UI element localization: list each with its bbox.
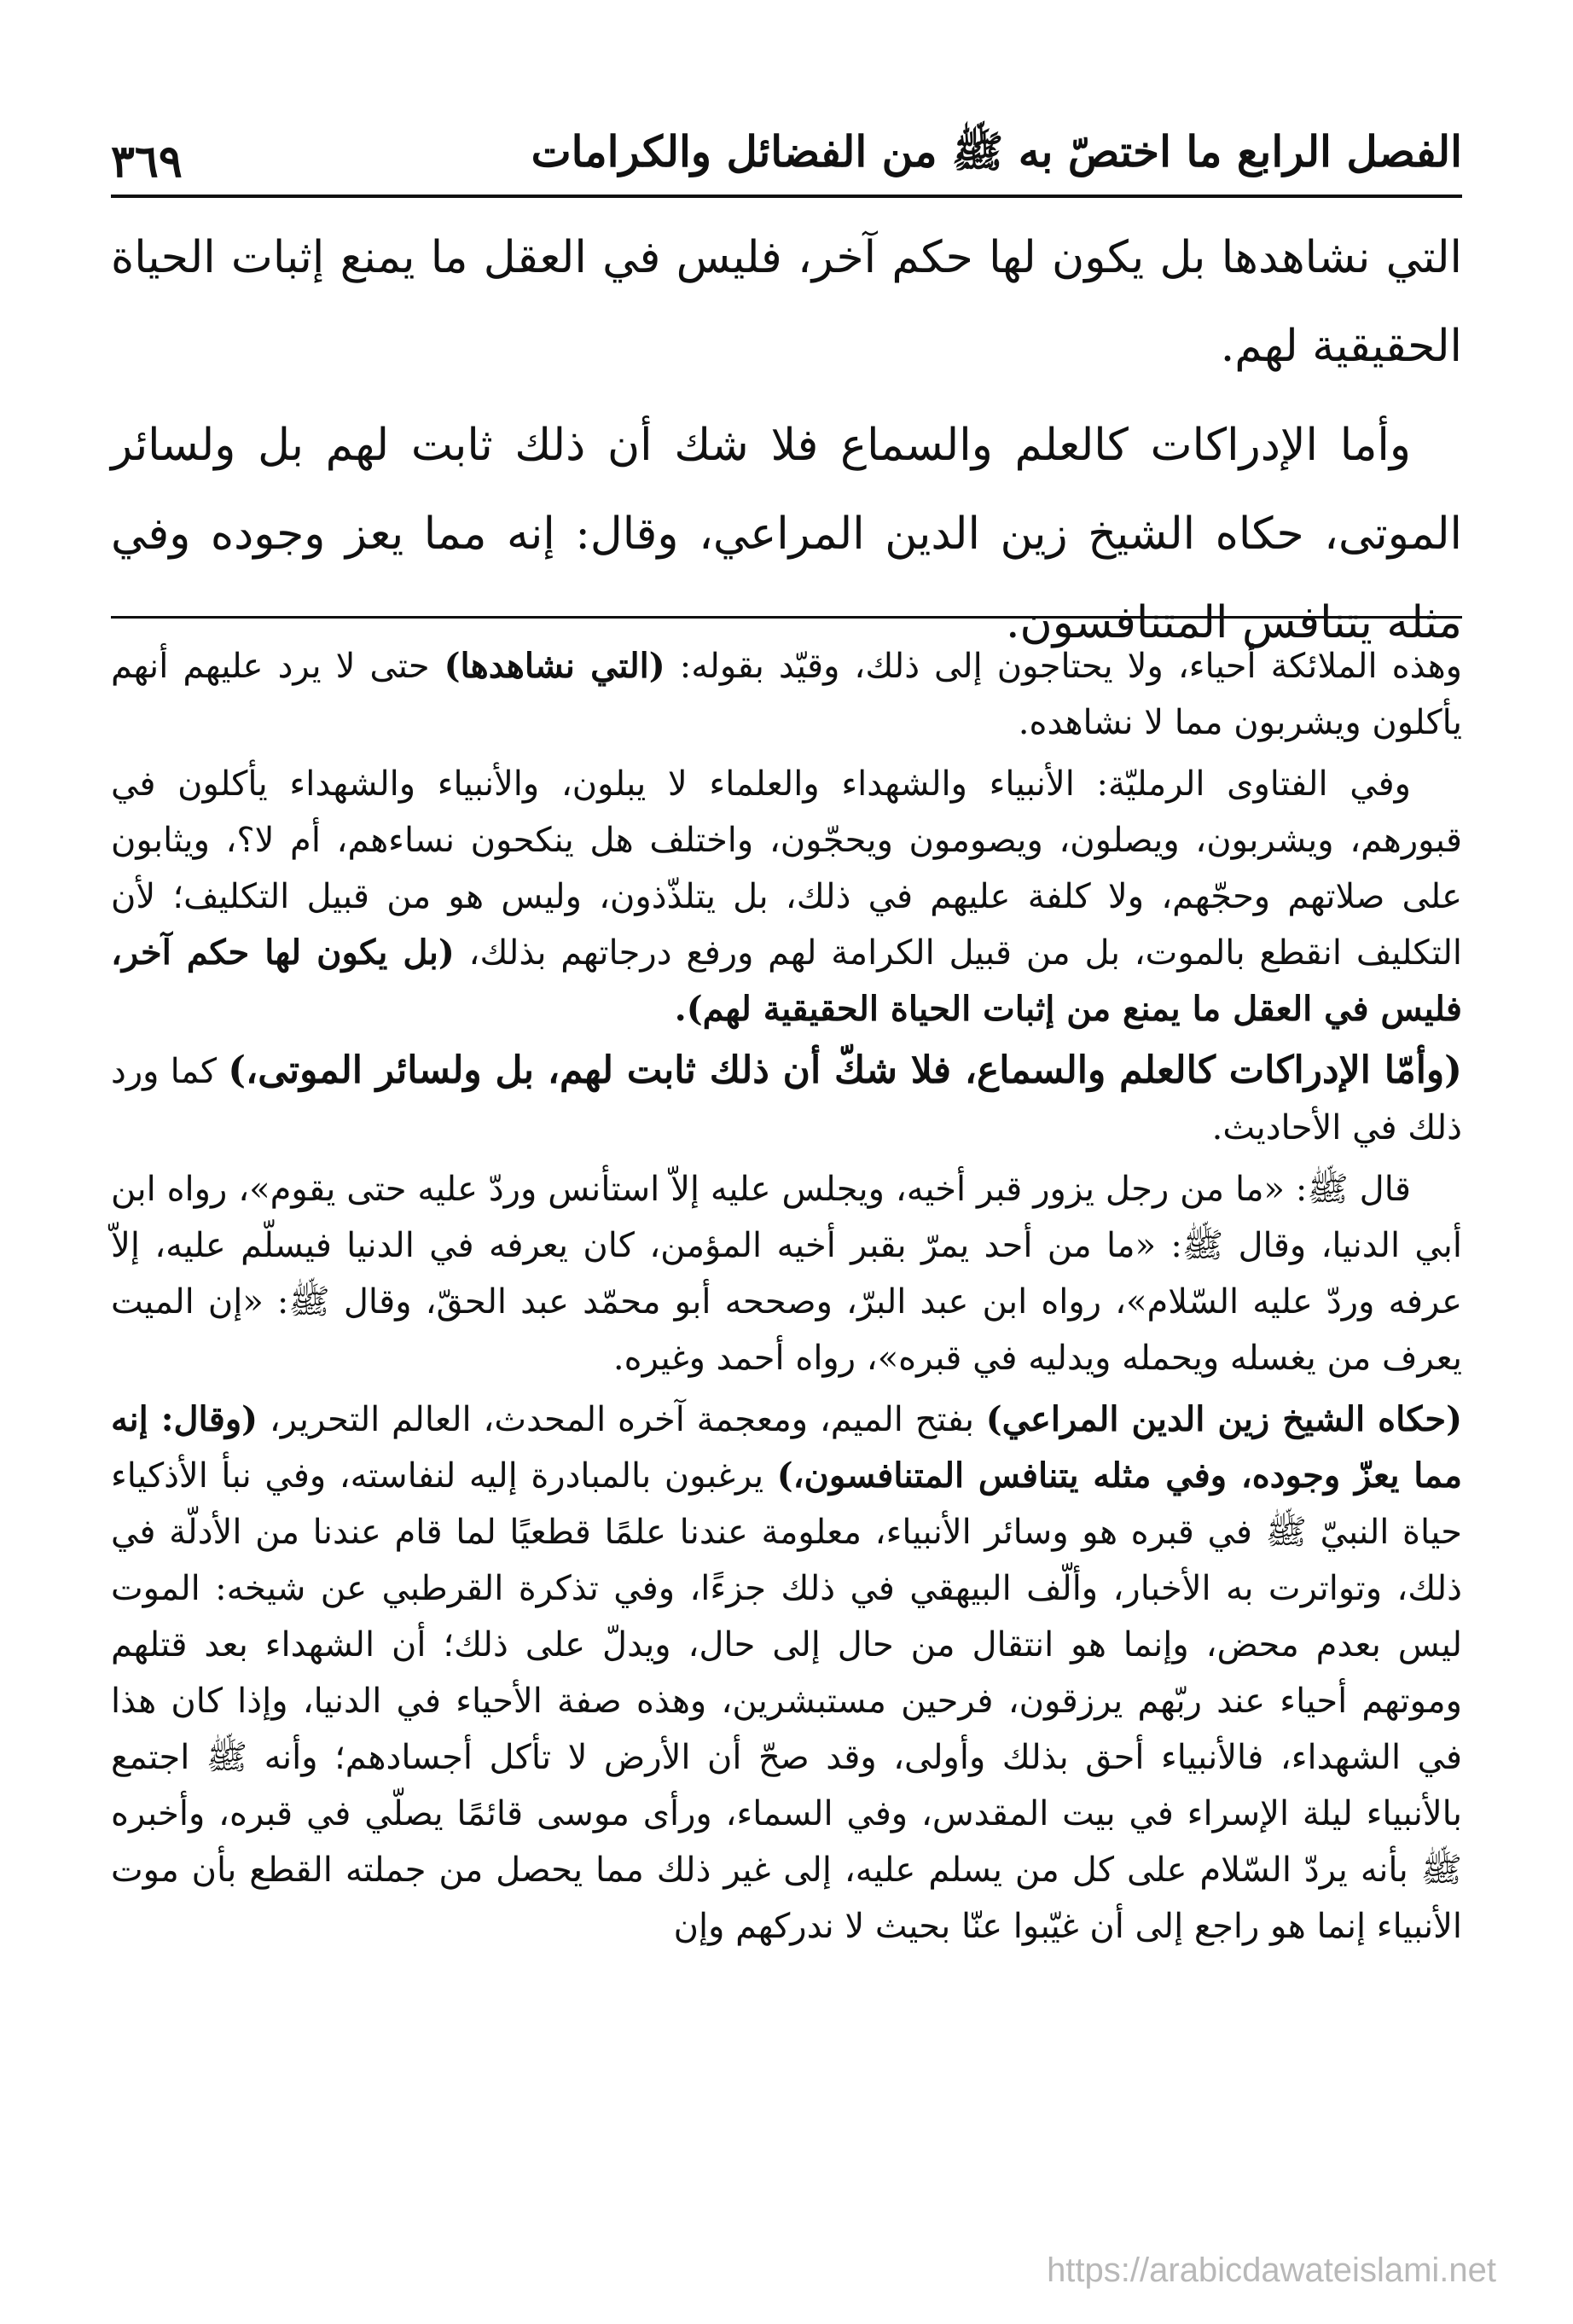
- page-number: ٣٦٩: [111, 136, 183, 188]
- text-divider: [111, 616, 1462, 619]
- main-text: [111, 213, 1462, 677]
- commentary-1-text-a: وهذه الملائكة أحياء، ولا يحتاجون إلى ذلك، وقيّد بقوله:: [665, 647, 1462, 686]
- commentary-5-quote-1: (حكاه الشيخ زين الدين المراعي): [985, 1399, 1463, 1439]
- commentary-3-text-b: كما ورد ذلك في الأحاديث.: [111, 1052, 1462, 1147]
- chapter-title: الفصل الرابع ما اختصّ به ﷺ من الفضائل والكرامات: [531, 126, 1462, 177]
- commentary-5-text-b: بفتح الميم، ومعجمة آخره المحدث، العالم التحرير،: [258, 1400, 986, 1439]
- commentary-paragraph-1: [111, 638, 1462, 751]
- watermark-url: https://arabicdawateislami.net: [1047, 2251, 1496, 2289]
- commentary-text: [111, 638, 1462, 1960]
- commentary-5-text-d: يرغبون بالمبادرة إليه لنفاسته، وفي نبأ الأذكياء حياة النبيّ ﷺ في قبره هو وسائر الأنبياء، معلومة عندنا علمًا قطعيًا لما قام عندنا من الأدلّة في ذلك، وتواترت به الأخبار، وألّف البيهقي في ذلك جزءًا، وفي تذكرة القرطبي عن شيخه: الموت ليس بعدم محض، وإنما هو انتقال من حال إلى حال، ويدلّ على ذلك؛ أن الشهداء بعد قتلهم وموتهم أحياء عند ربّهم يرزقون، فرحين مستبشرين، وهذه صفة الأحياء في الدنيا، وإذا كان هذا في الشهداء، فالأنبياء أحق بذلك وأولى، وقد صحّ أن الأرض لا تأكل أجسادهم؛ وأنه ﷺ اجتمع بالأنبياء ليلة الإسراء في بيت المقدس، وفي السماء، ورأى موسى قائمًا يصلّي في قبره، وأخبره ﷺ بأنه يردّ السّلام على كل من يسلم عليه، إلى غير ذلك مما يحصل من جملته القطع بأن موت الأنبياء إنما هو راجع إلى أن غيّبوا عنّا بحيث لا ندركهم وإن: [111, 1456, 1462, 1946]
- main-text-paragraph-1: التي نشاهدها بل يكون لها حكم آخر، فليس في العقل ما يمنع إثبات الحياة الحقيقية لهم.: [111, 232, 1462, 372]
- commentary-paragraph-4: قال ﷺ: «ما من رجل يزور قبر أخيه، ويجلس عليه إلاّ استأنس وردّ عليه حتى يقوم»، رواه ابن أبي الدنيا، وقال ﷺ: «ما من أحد يمرّ بقبر أخيه المؤمن، كان يعرفه في الدنيا فيسلّم عليه، إلاّ عرفه وردّ عليه السّلام»، رواه ابن عبد البرّ، وصححه أبو محمّد عبد الحقّ، وقال ﷺ: «إن الميت يعرف من يغسله ويحمله ويدليه في قبره»، رواه أحمد وغيره.: [111, 1170, 1463, 1378]
- commentary-3-quote: (وأمّا الإدراكات كالعلم والسماع، فلا شكّ أن ذلك ثابت لهم، بل ولسائر الموتى،): [228, 1049, 1462, 1092]
- commentary-2-text-a: وفي الفتاوى الرمليّة: الأنبياء والشهداء والعلماء لا يبلون، والأنبياء والشهداء يأكلون في قبورهم، ويشربون، ويصلون، ويصومون ويحجّون، واختلف هل ينكحون نساءهم، أم لا؟، ويثابون على صلاتهم وحجّهم، ولا كلفة عليهم في ذلك، بل يتلذّذون، وليس هو من قبيل التكليف؛ لأن التكليف انقطع بالموت، بل من قبيل الكرامة لهم ورفع درجاتهم بذلك،: [111, 764, 1463, 973]
- main-text-paragraph-2: وأما الإدراكات كالعلم والسماع فلا شك أن ذلك ثابت لهم بل ولسائر الموتى، حكاه الشيخ زين الدين المراعي، وقال: إنه مما يعز وجوده وفي مثله يتنافس المتنافسون.: [111, 420, 1462, 648]
- commentary-1-quote: (التي نشاهدها): [444, 646, 665, 686]
- commentary-paragraph-3: [111, 1043, 1462, 1156]
- commentary-2-quote: (بل يكون لها حكم آخر، فليس في العقل ما يمنع من إثبات الحياة الحقيقية لهم).: [111, 933, 1462, 1029]
- commentary-1-text-c: حتى لا يرد عليهم أنهم يأكلون ويشربون مما لا نشاهده.: [111, 647, 1462, 742]
- commentary-paragraph-2: [111, 756, 1462, 1037]
- commentary-paragraph-5: [111, 1391, 1462, 1955]
- running-header: [111, 102, 1462, 198]
- commentary-5-quote-2: (وقال: إنه مما يعزّ وجوده، وفي مثله يتنافس المتنافسون،): [111, 1399, 1462, 1496]
